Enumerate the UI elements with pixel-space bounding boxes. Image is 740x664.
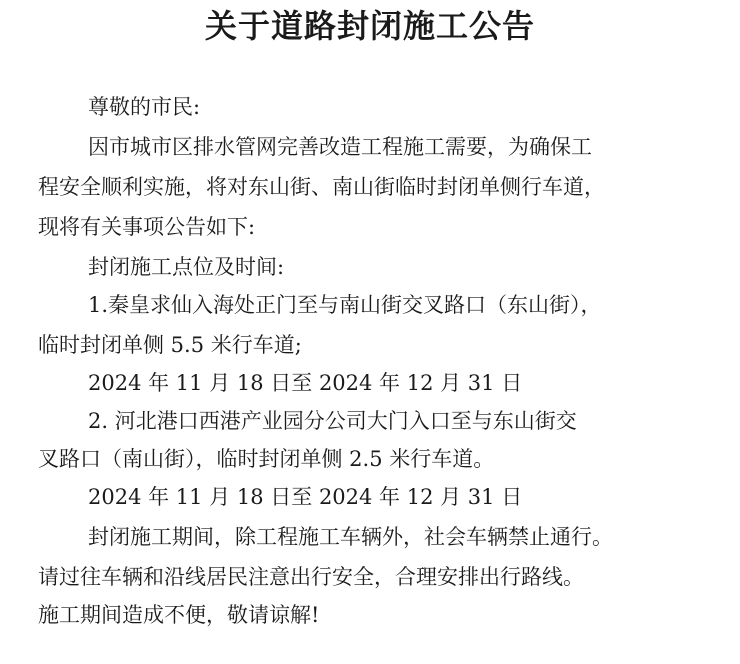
section-heading: 封闭施工点位及时间: <box>88 255 285 279</box>
item-2-line-1: 2. 河北港口西港产业园分公司大门入口至与东山街交 <box>88 409 577 433</box>
closing-line-2: 请过往车辆和沿线居民注意出行安全，合理安排出行路线。 <box>38 565 584 589</box>
intro-line-2: 程安全顺利实施，将对东山街、南山街临时封闭单侧行车道， <box>38 175 605 199</box>
intro-line-1: 因市城市区排水管网完善改造工程施工需要，为确保工 <box>88 135 592 159</box>
notice-title: 关于道路封闭施工公告 <box>204 7 535 45</box>
closing-line-1: 封闭施工期间，除工程施工车辆外，社会车辆禁止通行。 <box>88 525 613 549</box>
item-2-line-2: 叉路口（南山街），临时封闭单侧 2.5 米行车道。 <box>38 447 495 471</box>
item-1-date: 2024 年 11 月 18 日至 2024 年 12 月 31 日 <box>88 371 523 395</box>
greeting: 尊敬的市民: <box>88 95 201 119</box>
item-1-line-1: 1.秦皇求仙入海处正门至与南山街交叉路口（东山街）， <box>88 293 602 317</box>
intro-line-3: 现将有关事项公告如下: <box>38 215 256 239</box>
closing-line-3: 施工期间造成不便，敬请谅解! <box>38 603 320 627</box>
item-1-line-2: 临时封闭单侧 5.5 米行车道; <box>38 333 302 357</box>
item-2-date: 2024 年 11 月 18 日至 2024 年 12 月 31 日 <box>88 485 523 509</box>
